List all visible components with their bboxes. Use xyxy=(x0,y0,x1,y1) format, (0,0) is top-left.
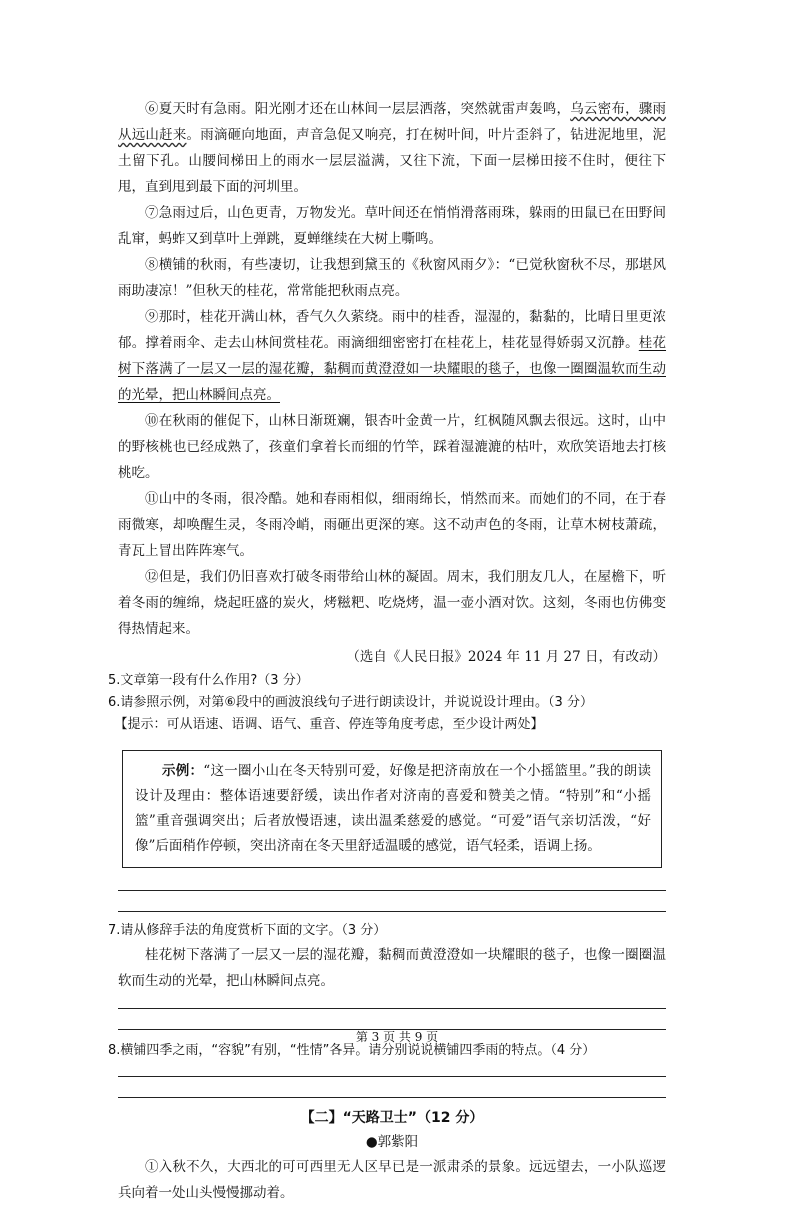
paragraph-8: ⑧横铺的秋雨，有些凄切，让我想到黛玉的《秋窗风雨夕》：“已觉秋窗秋不尽，那堪风雨助凄凉！”但秋天的桂花，常常能把秋雨点亮。 xyxy=(118,257,666,299)
paragraph-6-text: ⑥夏天时有急雨。阳光刚才还在山林间一层层洒落，突然就雷声轰鸣，乌云密布，骤雨从远山赶来。雨滴砸向地面，声音急促又响亮，打在树叶间，叶片歪斜了，钻进泥地里，泥土留下孔。山腰间梯田上的雨水一层层溢满，又往下流，下面一层梯田接不住时，便往下甩，直到甩到最下面的河圳里。 xyxy=(118,101,667,195)
paragraph-6 xyxy=(118,96,666,200)
example-label: 示例： xyxy=(162,763,204,779)
paragraph-12: ⑫但是，我们仍旧喜欢打破冬雨带给山林的凝固。周末，我们朋友几人，在屋檐下，听着冬雨的缠绵，烧起旺盛的炭火，烤糍粑、吃烧烤，温一壶小酒对饮。这刻，冬雨也仿佛变得热情起来。 xyxy=(118,569,666,637)
example-text: “这一圈小山在冬天特别可爱，好像是把济南放在一个小摇篮里。”我的朗读设计及理由：整体语速要舒缓，读出作者对济南的喜爱和赞美之情。“特别”和“小摇篮”重音强调突出；后者放慢语速，读出温柔慈爱的感觉。“可爱”语气亲切活泼，“好像”后面稍作停顿，突出济南在冬天里舒适温暖的感觉，语气轻柔，语调上扬。 xyxy=(135,763,652,854)
section-2-author: ●郭紫阳 xyxy=(365,1134,419,1150)
question-7: 7.请从修辞手法的角度赏析下面的文字。（3 分） xyxy=(108,923,387,938)
wavy-underlined-sentence: 乌云密布，骤雨从远山赶来 xyxy=(118,101,667,143)
example-box xyxy=(122,750,662,868)
section-2-title: 【二】“天路卫士”（12 分） xyxy=(300,1110,484,1126)
example-paragraph xyxy=(135,759,651,859)
question-5: 5.文章第一段有什么作用?（3 分） xyxy=(108,673,309,688)
page-footer: 第 3 页 共 9 页 xyxy=(355,1030,439,1044)
source-citation: （选自《人民日报》2024 年 11 月 27 日，有改动） xyxy=(346,649,666,665)
paragraph-9 xyxy=(118,304,666,408)
question-8: 8.横铺四季之雨，“容貌”有别，“性情”各异。请分别说说横铺四季雨的特点。（4 分） xyxy=(108,1043,596,1058)
paragraph-9-underlined: 桂花树下落满了一层又一层的湿花瓣，黏稠而黄澄澄如一块耀眼的毯子，也像一圈圈温软而生动的光晕，把山林瞬间点亮。 xyxy=(118,335,667,403)
paragraph-11: ⑪山中的冬雨，很冷酷。她和春雨相似，细雨绵长，悄然而来。而她们的不同，在于春雨微寒，却唤醒生灵，冬雨冷峭，雨砸出更深的寒。这不动声色的冬雨，让草木树枝萧疏，青瓦上冒出阵阵寒气。 xyxy=(118,491,666,559)
question-6-hint: 【提示：可从语速、语调、语气、重音、停连等角度考虑，至少设计两处】 xyxy=(114,717,544,732)
paragraph-10: ⑩在秋雨的催促下，山林日渐斑斓，银杏叶金黄一片，红枫随风飘去很远。这时，山中的野核桃也已经成熟了，孩童们拿着长而细的竹竿，踩着湿漉漉的枯叶，欢欣笑语地去打核桃吃。 xyxy=(118,413,666,481)
question-7-quote: 桂花树下落满了一层又一层的湿花瓣，黏稠而黄澄澄如一块耀眼的毯子，也像一圈圈温软而生动的光晕，把山林瞬间点亮。 xyxy=(118,947,666,989)
paragraph-9-text: ⑨那时，桂花开满山林，香气久久萦绕。雨中的桂香，湿湿的，黏黏的，比晴日里更浓郁。撑着雨伞、走去山林间赏桂花。雨滴细细密密打在桂花上，桂花显得娇弱又沉静。 xyxy=(118,309,666,351)
paragraph-7: ⑦急雨过后，山色更青，万物发光。草叶间还在悄悄滑落雨珠，躲雨的田鼠已在田野间乱窜，蚂蚱又到草叶上弹跳，夏蝉继续在大树上嘶鸣。 xyxy=(118,205,666,247)
section-2-paragraph-1: ①入秋不久，大西北的可可西里无人区早已是一派肃杀的景象。远远望去，一小队巡逻兵向着一处山头慢慢挪动着。 xyxy=(118,1159,666,1201)
question-6: 6.请参照示例，对第⑥段中的画波浪线句子进行朗读设计，并说说设计理由。（3 分） xyxy=(108,695,593,710)
